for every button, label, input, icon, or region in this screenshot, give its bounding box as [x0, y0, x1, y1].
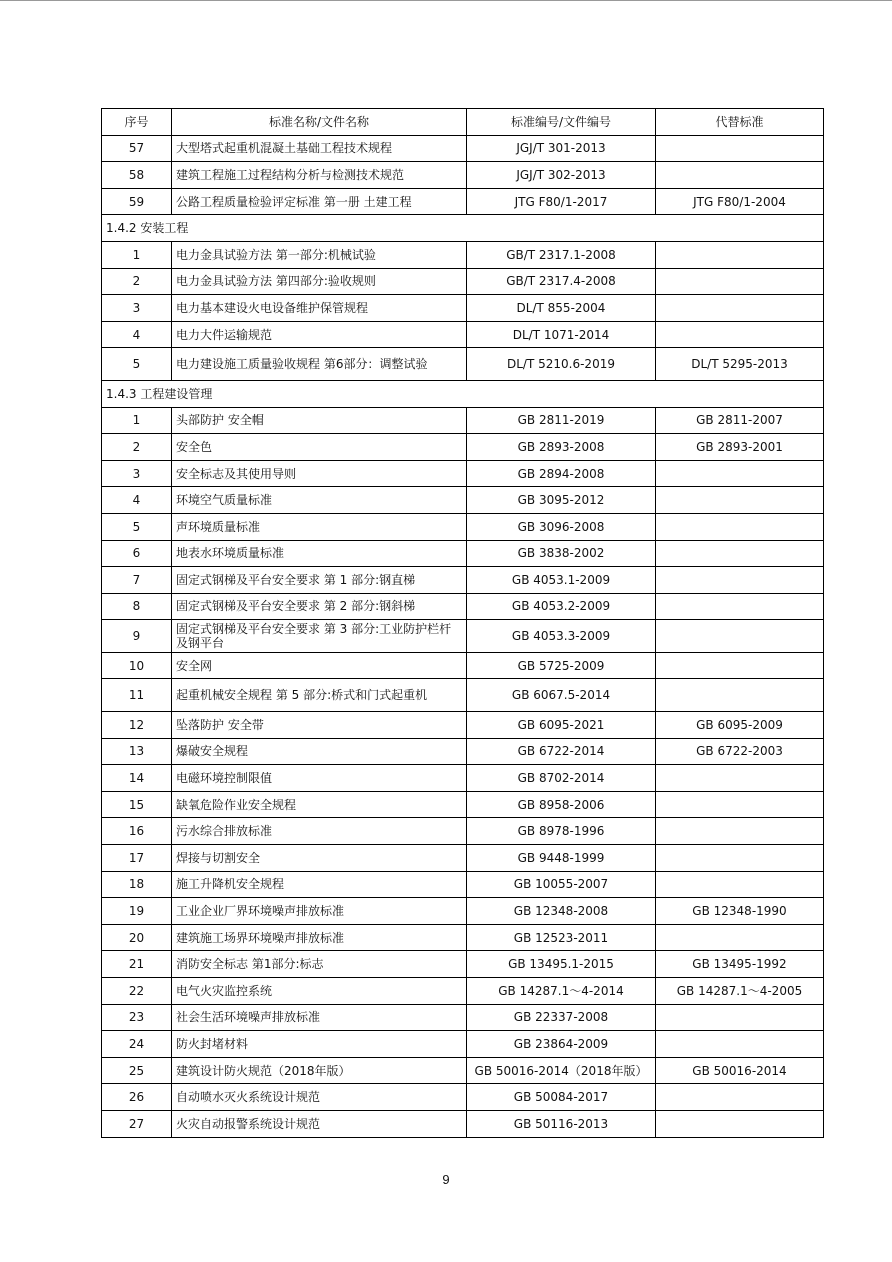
- standard-name: 建筑设计防火规范（2018年版）: [172, 1057, 467, 1084]
- standard-code: GB 3838-2002: [467, 540, 656, 567]
- standard-name: 安全色: [172, 434, 467, 461]
- table-row: [102, 738, 824, 765]
- standard-code: GB 50016-2014（2018年版）: [467, 1057, 656, 1084]
- replaced-standard: [656, 460, 824, 487]
- table-row: [102, 540, 824, 567]
- row-number: 21: [102, 951, 172, 978]
- replaced-standard: [656, 620, 824, 653]
- table-row: [102, 924, 824, 951]
- replaced-standard: [656, 487, 824, 514]
- standard-name: 电磁环境控制限值: [172, 765, 467, 792]
- replaced-standard: [656, 567, 824, 594]
- row-number: 9: [102, 620, 172, 653]
- table-row: [102, 1031, 824, 1058]
- replaced-standard: DL/T 5295-2013: [656, 348, 824, 381]
- row-number: 8: [102, 593, 172, 620]
- replaced-standard: GB 12348-1990: [656, 898, 824, 925]
- standard-code: GB 12523-2011: [467, 924, 656, 951]
- page-number: 9: [442, 1172, 450, 1187]
- row-number: 2: [102, 434, 172, 461]
- standard-code: GB 2893-2008: [467, 434, 656, 461]
- replaced-standard: [656, 1031, 824, 1058]
- header-no: 序号: [102, 109, 172, 136]
- table-row: [102, 1004, 824, 1031]
- table-row: [102, 348, 824, 381]
- row-number: 14: [102, 765, 172, 792]
- standard-code: GB 8958-2006: [467, 791, 656, 818]
- table-header-row: [102, 109, 824, 136]
- replaced-standard: GB 2893-2001: [656, 434, 824, 461]
- replaced-standard: GB 50016-2014: [656, 1057, 824, 1084]
- standard-name: 电力金具试验方法 第一部分:机械试验: [172, 241, 467, 268]
- standard-code: GB 8702-2014: [467, 765, 656, 792]
- table-row: [102, 1084, 824, 1111]
- replaced-standard: GB 2811-2007: [656, 407, 824, 434]
- standard-code: GB 2894-2008: [467, 460, 656, 487]
- standard-code: DL/T 855-2004: [467, 295, 656, 322]
- top-border-line: [0, 0, 892, 1]
- standard-name: 电力基本建设火电设备维护保管规程: [172, 295, 467, 322]
- table-row: [102, 241, 824, 268]
- row-number: 27: [102, 1110, 172, 1137]
- replaced-standard: [656, 321, 824, 348]
- standard-code: DL/T 1071-2014: [467, 321, 656, 348]
- replaced-standard: [656, 924, 824, 951]
- standard-name: 火灾自动报警系统设计规范: [172, 1110, 467, 1137]
- standard-name: 建筑工程施工过程结构分析与检测技术规范: [172, 162, 467, 189]
- standard-name: 污水综合排放标准: [172, 818, 467, 845]
- replaced-standard: [656, 679, 824, 712]
- standard-name: 公路工程质量检验评定标准 第一册 土建工程: [172, 188, 467, 215]
- standard-name: 电力金具试验方法 第四部分:验收规则: [172, 268, 467, 295]
- row-number: 10: [102, 652, 172, 679]
- table-row: [102, 712, 824, 739]
- standard-code: GB 23864-2009: [467, 1031, 656, 1058]
- standard-code: GB 10055-2007: [467, 871, 656, 898]
- standard-code: GB 4053.3-2009: [467, 620, 656, 653]
- row-number: 17: [102, 845, 172, 872]
- standard-name: 焊接与切割安全: [172, 845, 467, 872]
- replaced-standard: [656, 513, 824, 540]
- standard-code: GB 4053.2-2009: [467, 593, 656, 620]
- replaced-standard: [656, 765, 824, 792]
- replaced-standard: GB 14287.1～4-2005: [656, 978, 824, 1005]
- standard-name: 地表水环境质量标准: [172, 540, 467, 567]
- standard-name: 安全标志及其使用导则: [172, 460, 467, 487]
- row-number: 13: [102, 738, 172, 765]
- replaced-standard: [656, 162, 824, 189]
- standard-code: GB 22337-2008: [467, 1004, 656, 1031]
- row-number: 3: [102, 295, 172, 322]
- standard-code: JTG F80/1-2017: [467, 188, 656, 215]
- table-row: [102, 268, 824, 295]
- standard-code: GB 50084-2017: [467, 1084, 656, 1111]
- standard-code: GB 12348-2008: [467, 898, 656, 925]
- standard-name: 安全网: [172, 652, 467, 679]
- standard-code: JGJ/T 301-2013: [467, 135, 656, 162]
- table-row: [102, 135, 824, 162]
- standard-name: 缺氧危险作业安全规程: [172, 791, 467, 818]
- table-row: [102, 1057, 824, 1084]
- table-row: [102, 188, 824, 215]
- row-number: 5: [102, 348, 172, 381]
- replaced-standard: [656, 241, 824, 268]
- table-row: [102, 593, 824, 620]
- replaced-standard: [656, 593, 824, 620]
- standard-code: GB 8978-1996: [467, 818, 656, 845]
- standard-name: 防火封堵材料: [172, 1031, 467, 1058]
- standard-name: 消防安全标志 第1部分:标志: [172, 951, 467, 978]
- row-number: 12: [102, 712, 172, 739]
- table-row: [102, 295, 824, 322]
- table-row: [102, 162, 824, 189]
- standard-name: 头部防护 安全帽: [172, 407, 467, 434]
- header-name: 标准名称/文件名称: [172, 109, 467, 136]
- standard-code: GB 3096-2008: [467, 513, 656, 540]
- section-row: [102, 215, 824, 242]
- standard-name: 固定式钢梯及平台安全要求 第 2 部分:钢斜梯: [172, 593, 467, 620]
- row-number: 1: [102, 407, 172, 434]
- replaced-standard: [656, 295, 824, 322]
- standard-name: 爆破安全规程: [172, 738, 467, 765]
- replaced-standard: GB 6095-2009: [656, 712, 824, 739]
- standard-name: 环境空气质量标准: [172, 487, 467, 514]
- standard-name: 施工升降机安全规程: [172, 871, 467, 898]
- row-number: 11: [102, 679, 172, 712]
- standard-code: GB/T 2317.4-2008: [467, 268, 656, 295]
- standard-code: GB 14287.1～4-2014: [467, 978, 656, 1005]
- table-row: [102, 1110, 824, 1137]
- row-number: 22: [102, 978, 172, 1005]
- table-row: [102, 951, 824, 978]
- standard-code: GB/T 2317.1-2008: [467, 241, 656, 268]
- standard-name: 电气火灾监控系统: [172, 978, 467, 1005]
- replaced-standard: [656, 652, 824, 679]
- standard-code: GB 13495.1-2015: [467, 951, 656, 978]
- table-row: [102, 513, 824, 540]
- standard-name: 工业企业厂界环境噪声排放标准: [172, 898, 467, 925]
- standard-code: GB 6722-2014: [467, 738, 656, 765]
- section-title: 1.4.2 安装工程: [102, 215, 824, 242]
- row-number: 20: [102, 924, 172, 951]
- standard-name: 声环境质量标准: [172, 513, 467, 540]
- header-code: 标准编号/文件编号: [467, 109, 656, 136]
- standard-name: 社会生活环境噪声排放标准: [172, 1004, 467, 1031]
- row-number: 23: [102, 1004, 172, 1031]
- standard-name: 自动喷水灭火系统设计规范: [172, 1084, 467, 1111]
- standard-code: GB 2811-2019: [467, 407, 656, 434]
- table-body: [102, 135, 824, 1137]
- standard-code: GB 50116-2013: [467, 1110, 656, 1137]
- standard-code: GB 6067.5-2014: [467, 679, 656, 712]
- header-replaces: 代替标准: [656, 109, 824, 136]
- table-row: [102, 898, 824, 925]
- standards-table: [101, 108, 824, 1138]
- table-row: [102, 567, 824, 594]
- row-number: 1: [102, 241, 172, 268]
- standard-code: GB 9448-1999: [467, 845, 656, 872]
- table-row: [102, 460, 824, 487]
- table-row: [102, 407, 824, 434]
- row-number: 25: [102, 1057, 172, 1084]
- table-row: [102, 791, 824, 818]
- standard-name: 建筑施工场界环境噪声排放标准: [172, 924, 467, 951]
- replaced-standard: [656, 268, 824, 295]
- row-number: 6: [102, 540, 172, 567]
- standard-name: 固定式钢梯及平台安全要求 第 3 部分:工业防护栏杆及钢平台: [172, 620, 467, 653]
- row-number: 18: [102, 871, 172, 898]
- replaced-standard: [656, 871, 824, 898]
- standard-name: 起重机械安全规程 第 5 部分:桥式和门式起重机: [172, 679, 467, 712]
- standard-name: 电力建设施工质量验收规程 第6部分：调整试验: [172, 348, 467, 381]
- table-row: [102, 871, 824, 898]
- replaced-standard: GB 6722-2003: [656, 738, 824, 765]
- replaced-standard: [656, 818, 824, 845]
- row-number: 15: [102, 791, 172, 818]
- standard-code: GB 5725-2009: [467, 652, 656, 679]
- standard-code: DL/T 5210.6-2019: [467, 348, 656, 381]
- replaced-standard: [656, 791, 824, 818]
- table-row: [102, 818, 824, 845]
- section-title: 1.4.3 工程建设管理: [102, 380, 824, 407]
- row-number: 24: [102, 1031, 172, 1058]
- replaced-standard: JTG F80/1-2004: [656, 188, 824, 215]
- row-number: 2: [102, 268, 172, 295]
- row-number: 3: [102, 460, 172, 487]
- replaced-standard: [656, 1110, 824, 1137]
- section-row: [102, 380, 824, 407]
- row-number: 26: [102, 1084, 172, 1111]
- standard-name: 电力大件运输规范: [172, 321, 467, 348]
- replaced-standard: [656, 135, 824, 162]
- row-number: 16: [102, 818, 172, 845]
- row-number: 4: [102, 321, 172, 348]
- standard-code: JGJ/T 302-2013: [467, 162, 656, 189]
- replaced-standard: [656, 540, 824, 567]
- row-number: 7: [102, 567, 172, 594]
- replaced-standard: [656, 845, 824, 872]
- row-number: 57: [102, 135, 172, 162]
- table-row: [102, 652, 824, 679]
- table-row: [102, 620, 824, 653]
- row-number: 5: [102, 513, 172, 540]
- replaced-standard: [656, 1084, 824, 1111]
- standard-name: 大型塔式起重机混凝土基础工程技术规程: [172, 135, 467, 162]
- row-number: 59: [102, 188, 172, 215]
- replaced-standard: [656, 1004, 824, 1031]
- table-row: [102, 434, 824, 461]
- replaced-standard: GB 13495-1992: [656, 951, 824, 978]
- standard-name: 固定式钢梯及平台安全要求 第 1 部分:钢直梯: [172, 567, 467, 594]
- row-number: 4: [102, 487, 172, 514]
- table-row: [102, 978, 824, 1005]
- table-row: [102, 845, 824, 872]
- standard-code: GB 6095-2021: [467, 712, 656, 739]
- standard-name: 坠落防护 安全带: [172, 712, 467, 739]
- table-row: [102, 321, 824, 348]
- row-number: 58: [102, 162, 172, 189]
- standard-code: GB 3095-2012: [467, 487, 656, 514]
- standard-code: GB 4053.1-2009: [467, 567, 656, 594]
- table-row: [102, 679, 824, 712]
- table-row: [102, 487, 824, 514]
- table-row: [102, 765, 824, 792]
- row-number: 19: [102, 898, 172, 925]
